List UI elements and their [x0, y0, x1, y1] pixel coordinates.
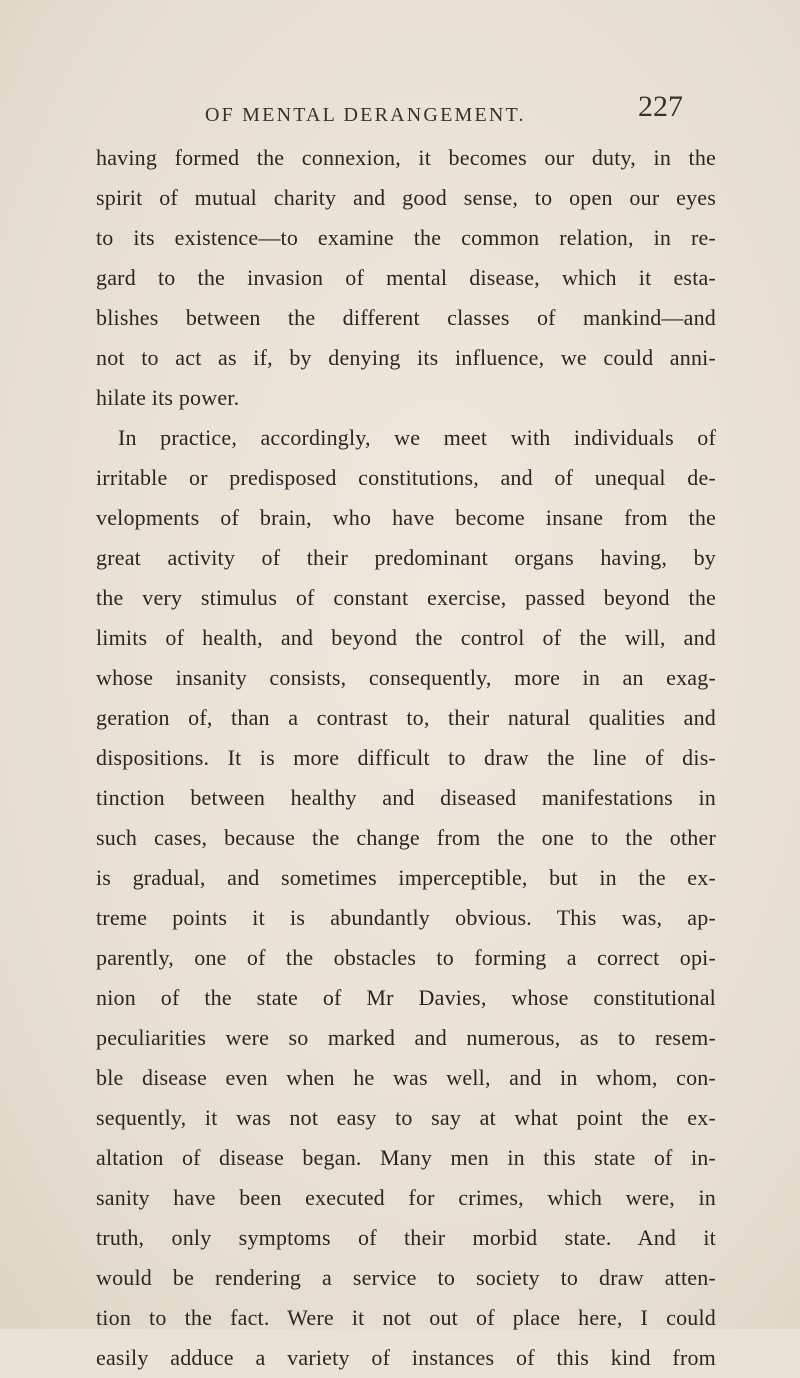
text-line: ble disease even when he was well, and in whom, con-	[96, 1065, 716, 1090]
text-line: such cases, because the change from the one to the other	[96, 825, 716, 850]
text-line: geration of, than a contrast to, their natural qualities and	[96, 705, 716, 730]
text-line: the very stimulus of constant exercise, passed beyond the	[96, 585, 716, 610]
text-line: to its existence—to examine the common relation, in re-	[96, 225, 716, 250]
text-line: irritable or predisposed constitutions, and of unequal de-	[96, 465, 716, 490]
text-line: great activity of their predominant organs having, by	[96, 545, 716, 570]
body-text	[96, 138, 716, 1378]
text-line: dispositions. It is more difficult to draw the line of dis-	[96, 745, 716, 770]
text-line: easily adduce a variety of instances of this kind from	[96, 1345, 716, 1370]
text-line: blishes between the different classes of mankind—and	[96, 305, 716, 330]
text-line: nion of the state of Mr Davies, whose constitutional	[96, 985, 716, 1010]
text-line: not to act as if, by denying its influence, we could anni-	[96, 345, 716, 370]
text-line: tinction between healthy and diseased manifestations in	[96, 785, 716, 810]
text-line: parently, one of the obstacles to forming a correct opi-	[96, 945, 716, 970]
text-line: spirit of mutual charity and good sense, to open our eyes	[96, 185, 716, 210]
page-number: 227	[638, 90, 683, 123]
text-line: sequently, it was not easy to say at what point the ex-	[96, 1105, 716, 1130]
text-line: velopments of brain, who have become insane from the	[96, 505, 716, 530]
running-head: OF MENTAL DERANGEMENT.	[205, 104, 526, 126]
paragraph-start-line: In practice, accordingly, we meet with individuals of	[118, 425, 716, 450]
text-line: whose insanity consists, consequently, more in an exag-	[96, 665, 716, 690]
text-line: sanity have been executed for crimes, which were, in	[96, 1185, 716, 1210]
text-line: tion to the fact. Were it not out of place here, I could	[96, 1305, 716, 1330]
text-line: is gradual, and sometimes imperceptible, but in the ex-	[96, 865, 716, 890]
text-line: hilate its power.	[96, 385, 240, 410]
text-line: would be rendering a service to society to draw atten-	[96, 1265, 716, 1290]
text-line: truth, only symptoms of their morbid state. And it	[96, 1225, 716, 1250]
text-line: having formed the connexion, it becomes our duty, in the	[96, 145, 716, 170]
text-line: altation of disease began. Many men in this state of in-	[96, 1145, 716, 1170]
text-line: gard to the invasion of mental disease, which it esta-	[96, 265, 716, 290]
text-line: limits of health, and beyond the control of the will, and	[96, 625, 716, 650]
text-line: peculiarities were so marked and numerous, as to resem-	[96, 1025, 716, 1050]
text-line: treme points it is abundantly obvious. This was, ap-	[96, 905, 716, 930]
